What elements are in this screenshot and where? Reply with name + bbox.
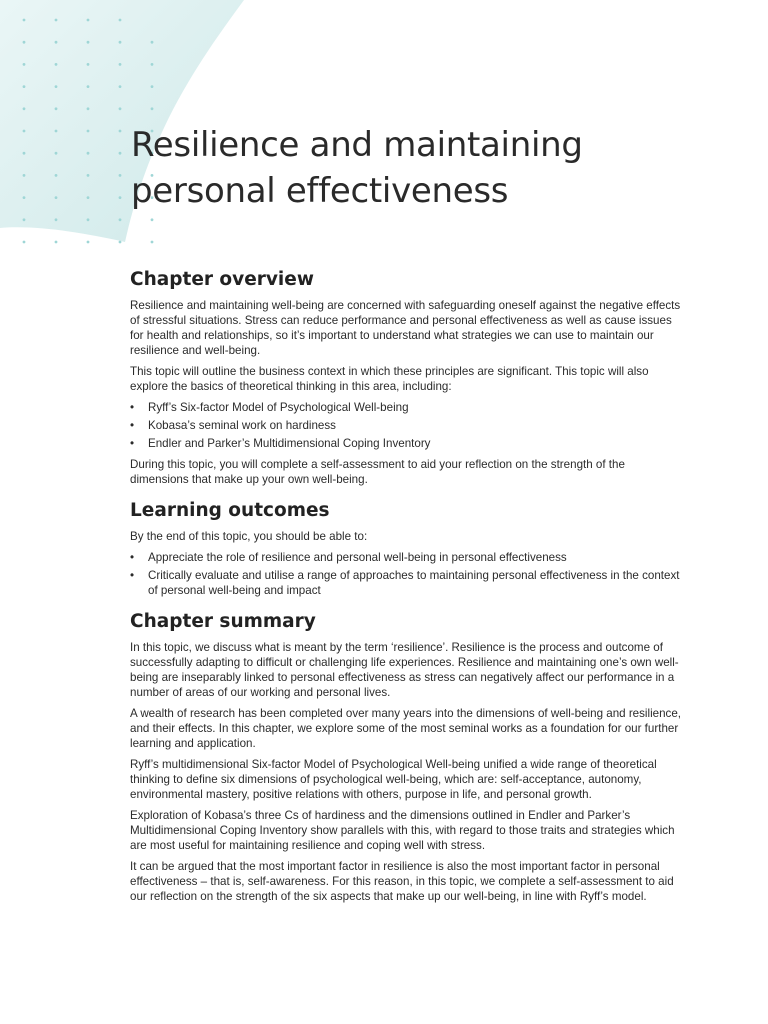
decorative-dot xyxy=(55,196,58,199)
title-line-1: Resilience and maintaining xyxy=(131,125,583,165)
decorative-dot xyxy=(87,41,90,44)
summary-paragraph-5: It can be argued that the most important factor in resilience is also the most important factor in personal effectiveness – that is, self-awareness. For this reason, in this topic, we complete a self-assessment to aid our reflection on the strength of the six aspects that make up our well-being, in line with Ryff’s model. xyxy=(130,860,674,903)
decorative-dot xyxy=(119,196,122,199)
decorative-dot xyxy=(119,85,122,88)
decorative-dot xyxy=(23,218,26,221)
list-item: • Endler and Parker’s Multidimensional Coping Inventory xyxy=(130,436,685,451)
decorative-dot xyxy=(23,241,26,244)
decorative-dot xyxy=(87,218,90,221)
decorative-dot xyxy=(119,218,122,221)
summary-paragraph-3: Ryff’s multidimensional Six-factor Model of Psychological Well-being unified a wide range of theoretical thinking to define six dimensions of psychological well-being, which are: self-acceptance, autonomy, environmental mastery, positive relations with others, purpose in life, and personal growth. xyxy=(130,758,657,801)
decorative-dot xyxy=(119,130,122,133)
decorative-dot xyxy=(87,196,90,199)
list-item: • Ryff’s Six-factor Model of Psychological Well-being xyxy=(130,400,685,415)
decorative-dot xyxy=(119,63,122,66)
decorative-dot xyxy=(119,41,122,44)
page-title xyxy=(131,122,583,214)
decorative-dot xyxy=(23,152,26,155)
decorative-dot xyxy=(23,85,26,88)
summary-paragraph-4: Exploration of Kobasa’s three Cs of hardiness and the dimensions outlined in Endler and Parker’s Multidimensional Coping Inventory show parallels with this, with regard to those traits and strategies which are most useful for maintaining resilience and coping well with stress. xyxy=(130,809,675,852)
overview-paragraph-3: During this topic, you will complete a self-assessment to aid your reflection on the strength of the dimensions that make up your own well-being. xyxy=(130,458,625,486)
chapter-overview-heading: Chapter overview xyxy=(130,269,314,290)
decorative-dot xyxy=(55,63,58,66)
decorative-dot xyxy=(23,107,26,110)
decorative-dot xyxy=(151,241,154,244)
overview-paragraph-1: Resilience and maintaining well-being are concerned with safeguarding oneself against the negative effects of stressful situations. Stress can reduce performance and personal effectiveness as well as cause issues for health and relationships, so it’s important to understand what strategies we can use to maintain our resilience and well-being. xyxy=(130,299,681,357)
decorative-dot xyxy=(55,107,58,110)
decorative-dot xyxy=(87,85,90,88)
outcomes-intro: By the end of this topic, you should be able to: xyxy=(130,530,368,543)
decorative-dot xyxy=(87,130,90,133)
decorative-dot xyxy=(23,196,26,199)
decorative-dot xyxy=(87,241,90,244)
decorative-dot xyxy=(87,174,90,177)
decorative-dot xyxy=(87,63,90,66)
decorative-dot xyxy=(119,19,122,22)
list-item: • Critically evaluate and utilise a range of approaches to maintaining personal effectiveness in the context of personal well-being and impact xyxy=(130,568,685,598)
decorative-dot xyxy=(55,241,58,244)
decorative-dot xyxy=(151,41,154,44)
decorative-dot xyxy=(119,174,122,177)
decorative-dot xyxy=(119,107,122,110)
summary-paragraph-1: In this topic, we discuss what is meant by the term ‘resilience’. Resilience is the process and outcome of successfully adapting to difficult or challenging life experiences. Resilience and maintaining one’s own well-being are inseparably linked to personal effectiveness as stress can negatively affect our performance in a number of areas of our working and personal lives. xyxy=(130,641,679,699)
learning-outcomes-section xyxy=(130,499,685,598)
decorative-dot xyxy=(23,63,26,66)
overview-bullet-list xyxy=(130,400,685,451)
decorative-dot xyxy=(55,41,58,44)
decorative-dot xyxy=(23,19,26,22)
decorative-dot xyxy=(55,174,58,177)
decorative-dot xyxy=(151,107,154,110)
chapter-overview-section xyxy=(130,268,685,487)
decorative-dot xyxy=(151,218,154,221)
decorative-dot xyxy=(87,152,90,155)
decorative-dot xyxy=(119,152,122,155)
chapter-summary-section xyxy=(130,610,685,904)
main-content xyxy=(130,268,685,910)
list-item: • Appreciate the role of resilience and personal well-being in personal effectiveness xyxy=(130,550,685,565)
decorative-dot xyxy=(87,107,90,110)
decorative-dot xyxy=(23,130,26,133)
overview-paragraph-2: This topic will outline the business context in which these principles are significant. This topic will also explore the basics of theoretical thinking in this area, including: xyxy=(130,365,649,393)
title-line-2: personal effectiveness xyxy=(131,171,509,211)
decorative-dot xyxy=(151,85,154,88)
chapter-summary-heading: Chapter summary xyxy=(130,611,316,632)
decorative-dot xyxy=(55,19,58,22)
list-item: • Kobasa’s seminal work on hardiness xyxy=(130,418,685,433)
decorative-dot xyxy=(23,174,26,177)
decorative-dot xyxy=(87,19,90,22)
decorative-dot xyxy=(151,63,154,66)
decorative-dot xyxy=(119,241,122,244)
decorative-dot xyxy=(23,41,26,44)
decorative-dot xyxy=(55,152,58,155)
outcomes-bullet-list xyxy=(130,550,685,598)
decorative-dot xyxy=(55,85,58,88)
decorative-dot xyxy=(55,130,58,133)
decorative-dot xyxy=(55,218,58,221)
summary-paragraph-2: A wealth of research has been completed over many years into the dimensions of well-being and resilience, and their effects. In this chapter, we explore some of the most seminal works as a foundation for our further learning and application. xyxy=(130,707,682,750)
learning-outcomes-heading: Learning outcomes xyxy=(130,500,330,521)
